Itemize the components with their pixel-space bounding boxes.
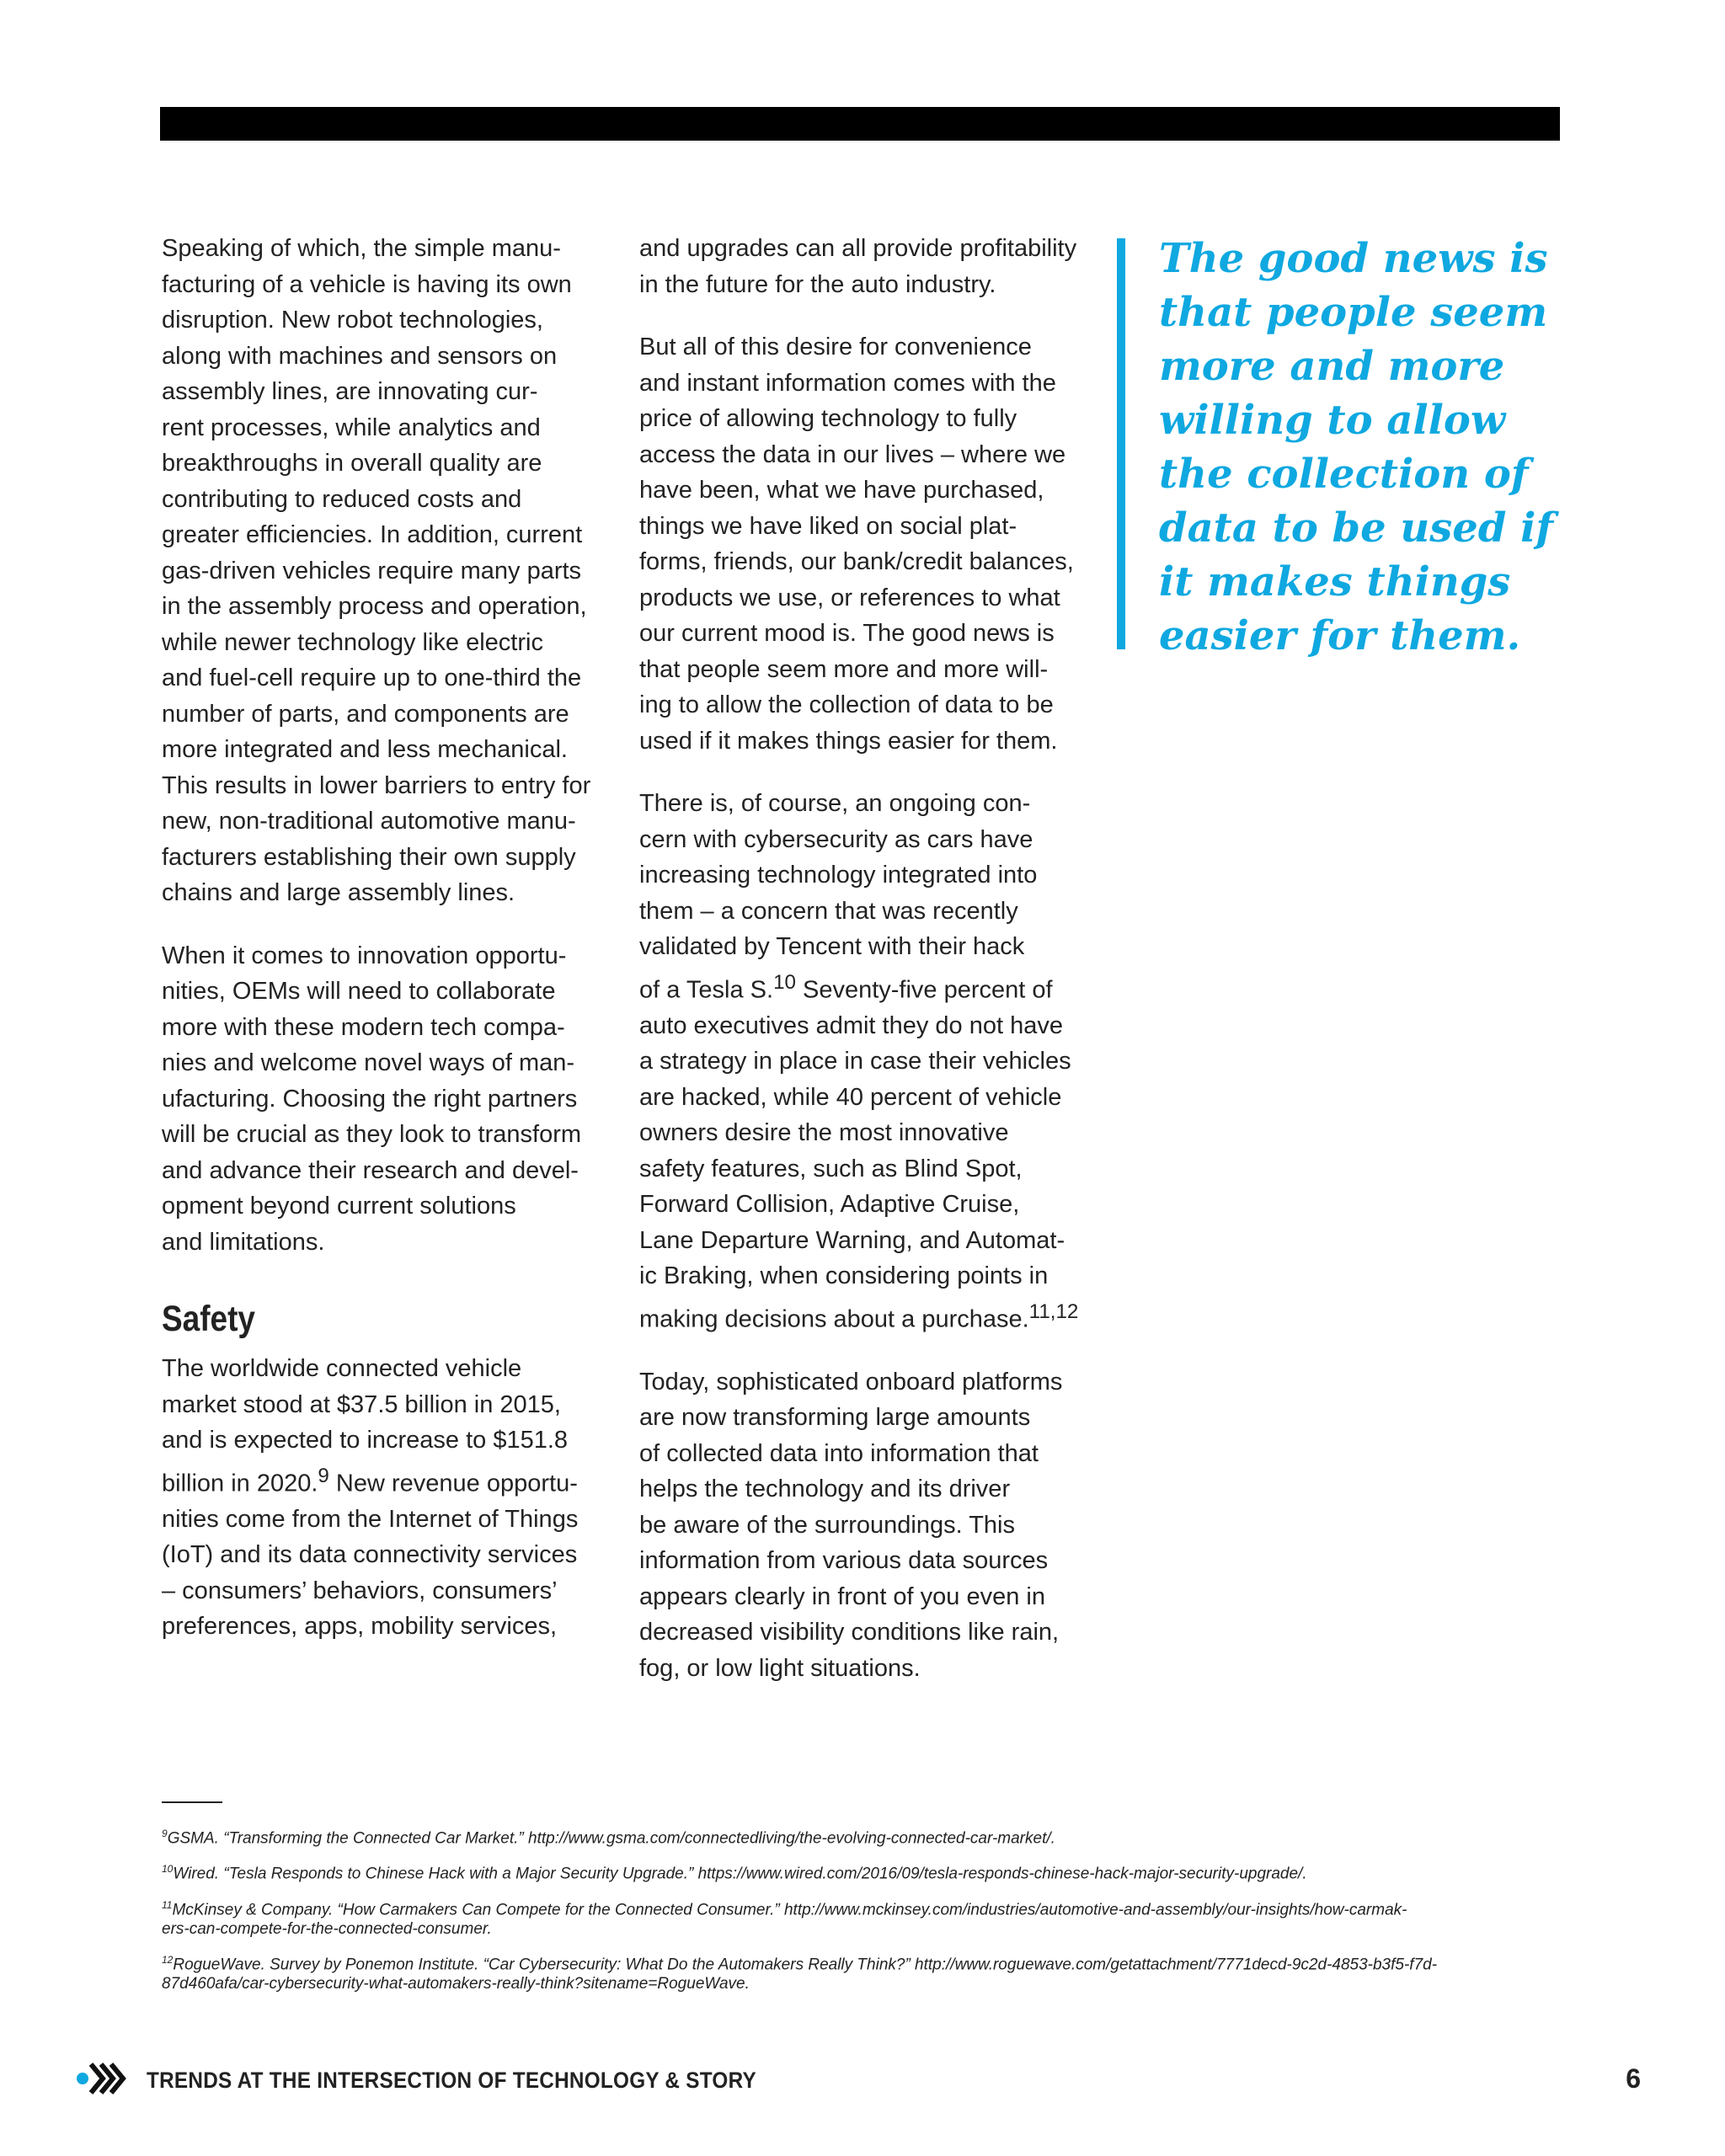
footnote-number: 12 — [162, 1953, 174, 1966]
footnote-text: RogueWave. Survey by Ponemon Institute. “Car Cybersecurity: What Do the Automakers Really Think?” http://www.roguewave.com/getattachment/7771decd-9c2d-4853-b3f5-f7d- 87d460afa/car-cybersecurity-what-automakers-really-think?sitename=RogueWave. — [162, 1956, 1438, 1993]
section-heading-safety: Safety — [162, 1299, 256, 1339]
footnote — [162, 1824, 1567, 1848]
footnote-text: Wired. “Tesla Responds to Chinese Hack with a Major Security Upgrade.” https://www.wired.com/2016/09/tesla-responds-chinese-hack-major-security-upgrade/. — [173, 1865, 1307, 1883]
chevron-forward-icon — [74, 2057, 133, 2100]
page-footer — [74, 2057, 1641, 2100]
text-run: New revenue opportu- nities come from the Internet of Things (IoT) and its data connectivity services – consumers’ behaviors, consumers’ preferences, apps, mobility services, — [162, 1470, 579, 1641]
text-run: Seventy-five percent of auto executives admit they do not have a strategy in place in case their vehicles are hacked, while 40 percent of vehicle owners desire the most innovative safety features, such as Blind Spot, Forward Collision, Adaptive Cruise, Lane Departure Warning, and Automat- ic Braking, when considering points in making decisions about a purchase. — [639, 976, 1071, 1333]
footnotes — [162, 1824, 1567, 2005]
paragraph — [639, 786, 1111, 1337]
text-run: The worldwide connected vehicle market stood at $37.5 billion in 2015, and is expected to increase to $151.8 billion in 2020. — [162, 1355, 569, 1497]
footnote-number: 9 — [162, 1828, 168, 1839]
header-bar — [160, 107, 1560, 141]
footnote — [162, 1860, 1567, 1883]
footnote-ref: 11,12 — [1028, 1299, 1079, 1323]
footnote-ref: 9 — [318, 1464, 329, 1487]
footnote-number: 10 — [162, 1863, 174, 1876]
footnote-text: GSMA. “Transforming the Connected Car Market.” http://www.gsma.com/connectedliving/the-evolving-connected-car-market/. — [167, 1829, 1055, 1848]
body-column-left — [162, 231, 621, 1672]
body-column-middle — [639, 231, 1111, 1713]
paragraph: But all of this desire for convenience and instant information comes with the price of allowing technology to fully access the data in our lives – where we have been, what we have purchased, things we have liked on social plat- forms, friends, our bank/credit balances, products we use, or references to what our current mood is. The good news is that people seem more and more will- ing to allow the collection of data to be used if it makes things easier for them. — [639, 334, 1074, 755]
footnote-number: 11 — [162, 1898, 173, 1911]
paragraph — [162, 1351, 621, 1645]
footnote-divider — [162, 1801, 222, 1803]
paragraph: When it comes to innovation opportu- nities, OEMs will need to collaborate more with these modern tech compa- nies and welcome novel ways of man- ufacturing. Choosing the right partners will be crucial as they look to transform and advance their research and devel- opment beyond current solutions and limitations. — [162, 942, 582, 1256]
pull-quote — [1117, 235, 1555, 659]
footnote — [162, 1951, 1567, 1993]
footer-title: TRENDS AT THE INTERSECTION OF TECHNOLOGY & STORY — [147, 2068, 757, 2093]
footnote-text: McKinsey & Company. “How Carmakers Can Compete for the Connected Consumer.” http://www.mckinsey.com/industries/automotive-and-assembly/our-insights/how-carmak- ers-can-compete-for-the-connected-consumer. — [162, 1900, 1407, 1938]
pull-quote-text: The good news is that people seem more and more willing to allow the collection of data to be used if it makes things easier for them. — [1159, 235, 1553, 659]
paragraph: Speaking of which, the simple manu- facturing of a vehicle is having its own disruption. New robot technologies, along with machines and sensors on assembly lines, are innovating cur- rent processes, while analytics and breakthroughs in overall quality are contributing to reduced costs and greater efficiencies. In addition, current gas-driven vehicles require many parts in the assembly process and operation, while newer technology like electric and fuel-cell require up to one-third the number of parts, and components are more integrated and less mechanical. This results in lower barriers to entry for new, non-traditional automotive manu- facturers establishing their own supply chains and large assembly lines. — [162, 235, 591, 906]
text-run: There is, of course, an ongoing con- cern with cybersecurity as cars have increasing technology integrated into them – a concern that was recently validated by Tencent with their hack of a Tesla S. — [639, 790, 1038, 1004]
paragraph: Today, sophisticated onboard platforms are now transforming large amounts of collected data into information that helps the technology and its driver be aware of the surroundings. This information from various data sources appears clearly in front of you even in decreased visibility conditions like rain, fog, or low light situations. — [639, 1368, 1063, 1682]
footnote-ref: 10 — [773, 970, 796, 994]
paragraph: and upgrades can all provide profitability in the future for the auto industry. — [639, 235, 1077, 298]
footnote — [162, 1896, 1567, 1939]
page-number: 6 — [1626, 2063, 1641, 2094]
